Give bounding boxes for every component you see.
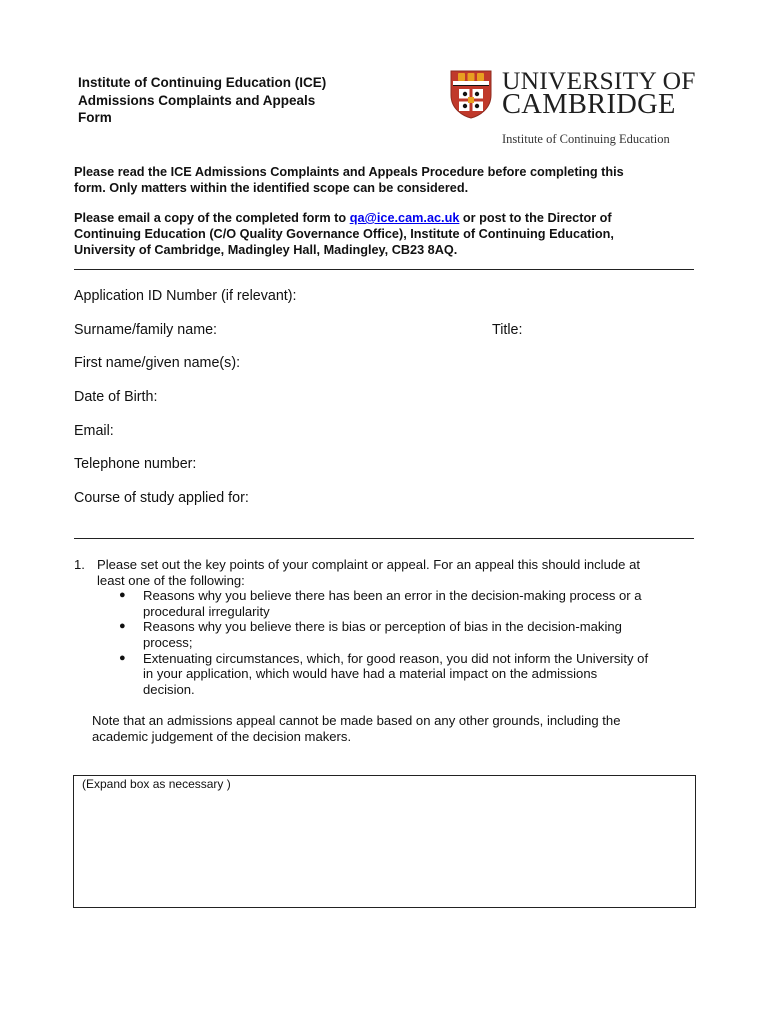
title-field[interactable]: Title: [492,322,523,338]
contact-line [74,210,704,226]
bullet-icon: ● [119,589,126,602]
university-logo [449,66,699,152]
question-number: 1. [74,557,85,572]
note-line: Note that an admissions appeal cannot be made based on any other grounds, including the [92,713,621,728]
appeal-note [92,713,620,744]
response-textbox[interactable] [73,775,696,908]
divider [74,269,694,270]
form-title-line: Admissions Complaints and Appeals [78,92,316,108]
bullet-text: Reasons why you believe there has been an error in the decision-making process or a [143,588,642,604]
bullet-icon: ● [119,651,126,664]
question-1 [74,557,704,697]
contact-line: University of Cambridge, Madingley Hall, Madingley, CB23 8AQ. [74,243,458,257]
intro-line: Please read the ICE Admissions Complaints and Appeals Procedure before completing this [74,165,624,179]
email-field[interactable]: Email: [74,423,114,439]
box-hint: (Expand box as necessary ) [82,777,231,791]
department-name: Institute of Continuing Education [502,132,670,146]
form-title-line: Form [78,110,112,125]
bullet-text: procedural irregularity [143,603,270,619]
divider [74,538,694,539]
contact-text: Please email a copy of the completed form to [74,211,350,225]
contact-text: or post to the Director of [459,211,612,225]
contact-paragraph [74,210,704,258]
email-link[interactable]: qa@ice.cam.ac.uk [349,211,460,225]
application-id-field[interactable]: Application ID Number (if relevant): [74,288,297,304]
bullet-text: in your application, which would have had a material impact on the admissions [143,666,598,682]
wordmark-line1: UNIVERSITY OF [502,66,696,95]
form-title [78,74,378,127]
first-name-field[interactable]: First name/given name(s): [74,355,241,371]
course-field[interactable]: Course of study applied for: [74,490,249,506]
question-text-line: Please set out the key points of your complaint or appeal. For an appeal this should include at [97,557,640,572]
intro-paragraph [74,164,704,196]
dob-field[interactable]: Date of Birth: [74,389,158,405]
bullet-icon: ● [119,620,126,633]
note-line: academic judgement of the decision makers. [92,728,352,744]
intro-line: form. Only matters within the identified scope can be considered. [74,181,469,195]
bullet-text: decision. [143,681,195,697]
form-title-line: Institute of Continuing Education (ICE) [78,75,327,90]
bullet-text: process; [143,634,193,650]
wordmark-line2: CAMBRIDGE [502,89,676,120]
telephone-field[interactable]: Telephone number: [74,456,197,472]
surname-field[interactable]: Surname/family name: [74,322,218,338]
cambridge-crest-icon [449,69,493,119]
contact-line: Continuing Education (C/O Quality Governance Office), Institute of Continuing Education, [74,227,614,241]
question-text-line: least one of the following: [97,572,245,588]
bullet-text: Extenuating circumstances, which, for good reason, you did not inform the University of [143,650,649,666]
bullet-text: Reasons why you believe there is bias or perception of bias in the decision-making [143,619,622,635]
